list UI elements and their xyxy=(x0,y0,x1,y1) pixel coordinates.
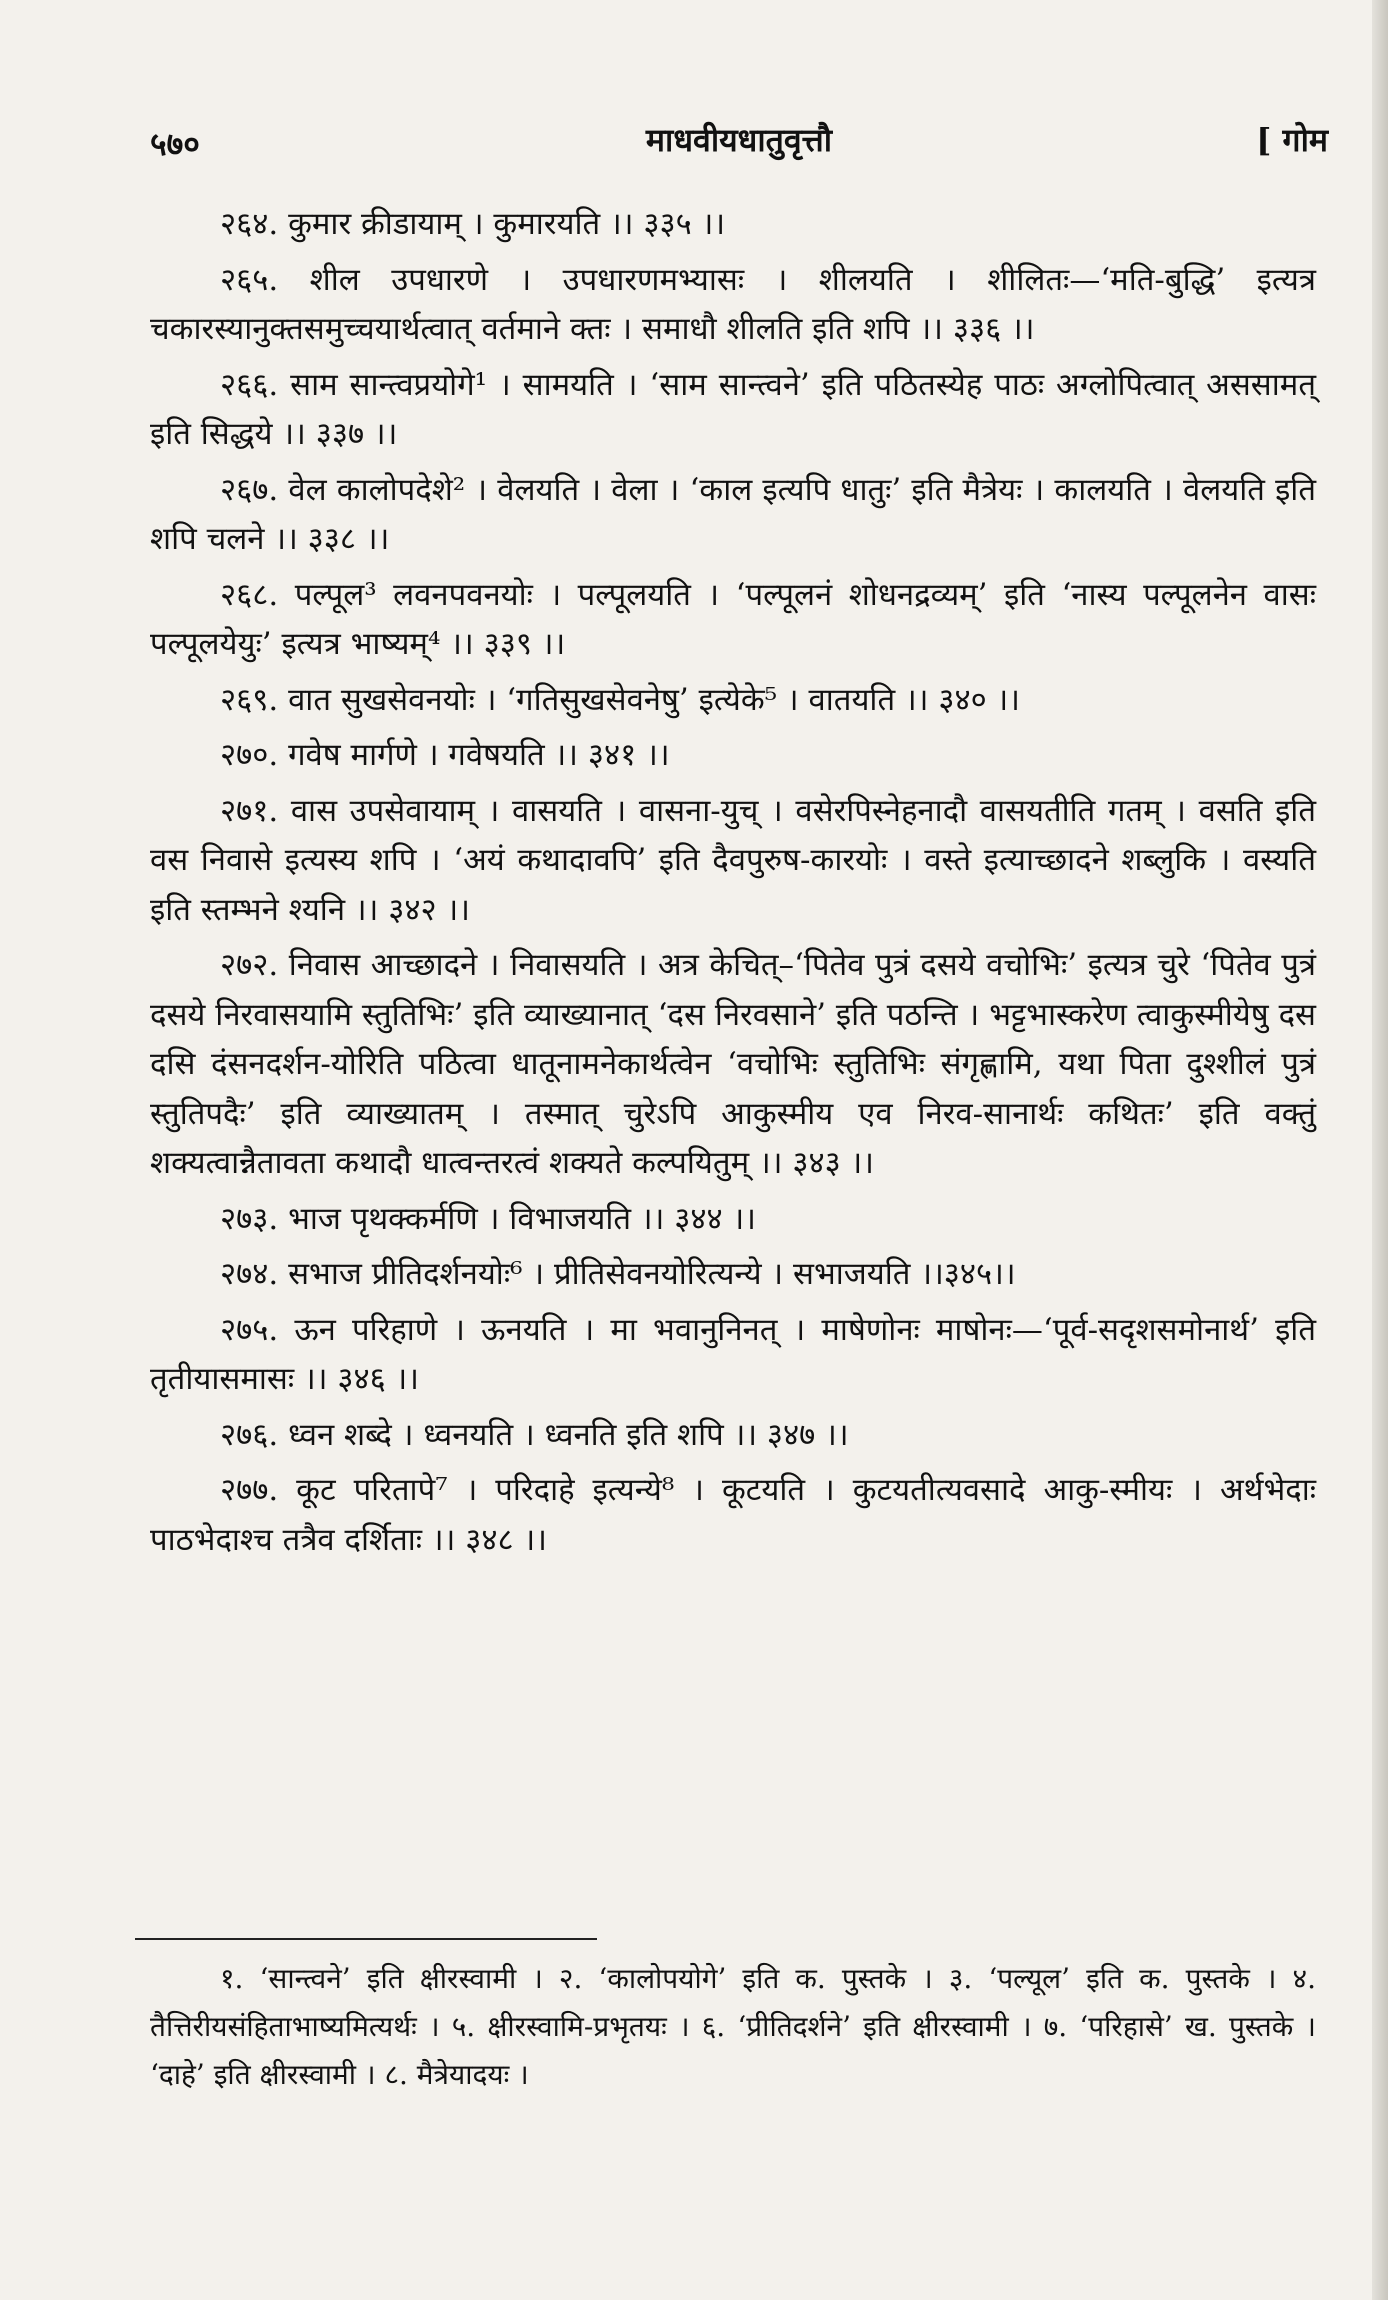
page-header xyxy=(150,118,1328,178)
entry-271: २७१. वास उपसेवायाम् । वासयति । वासना-युच् । वसेरपिस्नेहनादौ वासयतीति गतम् । वसति इति वस निवासे इत्यस्य शपि । ‘अयं कथादावपि’ इति दैवपुरुष-कारयोः । वस्ते इत्याच्छादने शब्लुकि । वस्यति इति स्तम्भने श्यनि ।। ३४२ ।। xyxy=(150,792,1316,928)
footnote-text: १. ‘सान्त्वने’ इति क्षीरस्वामी । २. ‘कालोपयोगे’ इति क. पुस्तके । ३. ‘पल्यूल’ इति क. पुस्तके । ४. तैत्तिरीयसंहिताभाष्यमित्यर्थः । ५. क्षीरस्वामि-प्रभृतयः । ६. ‘प्रीतिदर्शने’ इति क्षीरस्वामी । ७. ‘परिहासे’ ख. पुस्तके । ‘दाहे’ इति क्षीरस्वामी । ८. मैत्रेयादयः । xyxy=(150,1962,1316,2091)
footnote-divider xyxy=(135,1938,597,1940)
entry-266: २६६. साम सान्त्वप्रयोगे¹ । सामयति । ‘साम सान्त्वने’ इति पठितस्येह पाठः अग्लोपित्वात् अससामत् इति सिद्धये ।। ३३७ ।। xyxy=(150,366,1316,452)
entry-274: २७४. सभाज प्रीतिदर्शनयोः⁶ । प्रीतिसेवनयोरित्यन्ये । सभाजयति ।।३४५।। xyxy=(220,1256,1016,1292)
section-marker: [ गोम xyxy=(1256,121,1328,159)
entry-272: २७२. निवास आच्छादने । निवासयति । अत्र केचित्–‘पितेव पुत्रं दसये वचोभिः’ इत्यत्र चुरे ‘पितेव पुत्रं दसये निरवासयामि स्तुतिभिः’ इति व्याख्यानात् ‘दस निरवसाने’ इति पठन्ति । भट्टभास्करेण त्वाकुस्मीयेषु दस दसि दंसनदर्शन-योरिति पठित्वा धातूनामनेकार्थत्वेन ‘वचोभिः स्तुतिभिः संगृह्णामि, यथा पिता दुश्शीलं पुत्रं स्तुतिपदैः’ इति व्याख्यातम् । तस्मात् चुरेऽपि आकुस्मीय एव निरव-सानार्थः कथितः’ इति वक्तुं शक्यत्वान्नैतावता कथादौ धात्वन्तरत्वं शक्यते कल्पयितुम् ।। ३४३ ।। xyxy=(150,947,1316,1181)
entry-267: २६७. वेल कालोपदेशे² । वेलयति । वेला । ‘काल इत्यपि धातुः’ इति मैत्रेयः । कालयति । वेलयति इति शपि चलने ।। ३३८ ।। xyxy=(150,471,1316,557)
entry-277: २७७. कूट परितापे⁷ । परिदाहे इत्यन्ये⁸ । कूटयति । कुटयतीत्यवसादे आकु-स्मीयः । अर्थभेदाः पाठभेदाश्च तत्रैव दर्शिताः ।। ३४८ ।। xyxy=(150,1472,1316,1558)
entry-269: २६९. वात सुखसेवनयोः । ‘गतिसुखसेवनेषु’ इत्येके⁵ । वातयति ।। ३४० ।। xyxy=(220,681,1021,718)
entry-268: २६८. पल्पूल³ लवनपवनयोः । पल्पूलयति । ‘पल्पूलनं शोधनद्रव्यम्’ इति ‘नास्य पल्पूलनेन वासः पल्पूलयेयुः’ इत्यत्र भाष्यम्⁴ ।। ३३९ ।। xyxy=(150,576,1316,662)
running-title: माधवीयधातुवृत्तौ xyxy=(645,121,833,159)
entry-275: २७५. ऊन परिहाणे । ऊनयति । मा भवानुनिनत् । माषेणोनः माषोनः—‘पूर्व-सदृशसमोनार्थ’ इति तृतीयासमासः ।। ३४६ ।। xyxy=(150,1311,1316,1397)
entry-270: २७०. गवेष मार्गणे । गवेषयति ।। ३४१ ।। xyxy=(220,737,670,773)
page-edge-shadow xyxy=(1372,0,1388,2300)
page-number: ५७० xyxy=(150,125,200,163)
entry-273: २७३. भाज पृथक्कर्मणि । विभाजयति ।। ३४४ ।। xyxy=(220,1200,756,1237)
footnotes xyxy=(150,1955,1316,2099)
entry-276: २७६. ध्वन शब्दे । ध्वनयति । ध्वनति इति शपि ।। ३४७ ।। xyxy=(220,1416,849,1453)
main-text xyxy=(150,200,1316,1571)
entry-265: २६५. शील उपधारणे । उपधारणमभ्यासः । शीलयति । शीलितः—‘मति-बुद्धि’ इत्यत्र चकारस्यानुक्तसमुच्चयार्थत्वात् वर्तमाने क्तः । समाधौ शीलति इति शपि ।। ३३६ ।। xyxy=(150,261,1316,347)
entry-264: २६४. कुमार क्रीडायाम् । कुमारयति ।। ३३५ ।। xyxy=(220,206,726,242)
